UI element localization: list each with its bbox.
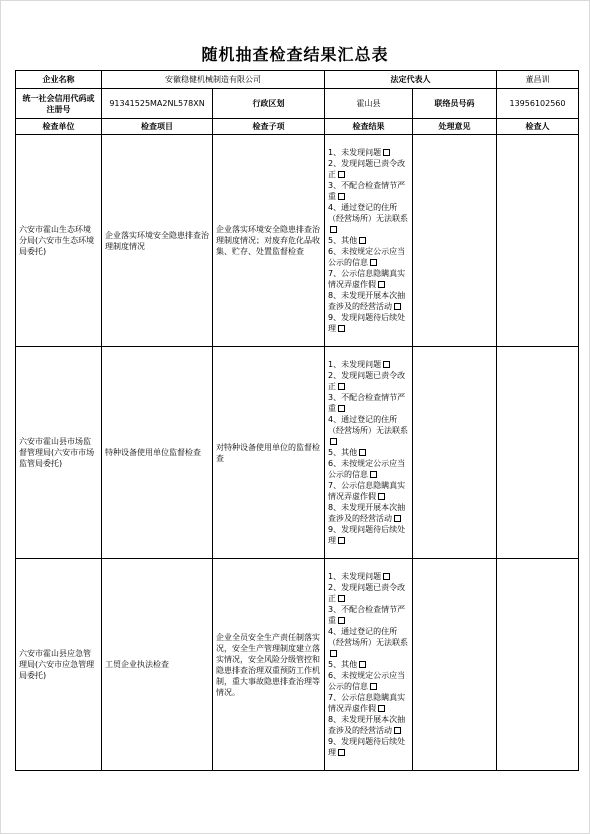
result-option: 1、未发现问题 [328, 359, 409, 370]
table-row [16, 347, 579, 559]
column-header-row [16, 119, 579, 135]
checkbox[interactable] [338, 537, 345, 544]
subitem-cell: 对特种设备使用单位的监督检查 [213, 347, 325, 559]
checkbox[interactable] [338, 405, 345, 412]
legal-rep-label: 法定代表人 [325, 71, 497, 89]
inspector-cell[interactable] [497, 559, 579, 771]
contact-value: 13956102560 [497, 89, 579, 119]
result-option: 3、不配合检查情节严重 [328, 393, 406, 413]
checkbox[interactable] [359, 449, 366, 456]
company-value: 安徽稳健机械制造有限公司 [102, 71, 325, 89]
result-option: 7、公示信息隐瞒真实情况弄虚作假 [328, 693, 406, 713]
checkbox[interactable] [330, 438, 337, 445]
result-option: 4、通过登记的住所（经营场所）无法联系 [328, 414, 409, 447]
subitem-cell: 企业落实环境安全隐患排查治理制度情况；对废弃危化品收集、贮存、处置监督检查 [213, 135, 325, 347]
checkbox[interactable] [338, 383, 345, 390]
summary-table [15, 70, 579, 771]
contact-label: 联络员号码 [413, 89, 497, 119]
opinion-cell[interactable] [413, 347, 497, 559]
result-option: 7、公示信息隐瞒真实情况弄虚作假 [328, 481, 406, 501]
result-cell [325, 347, 413, 559]
result-option: 6、未按规定公示应当公示的信息 [328, 671, 406, 691]
checkbox[interactable] [359, 661, 366, 668]
col-opinion: 处理意见 [413, 119, 497, 135]
unit-cell: 六安市霍山生态环境分局(六安市生态环境局委托) [16, 135, 102, 347]
result-option: 5、其他 [328, 235, 409, 246]
result-cell [325, 135, 413, 347]
district-label: 行政区划 [213, 89, 325, 119]
checkbox[interactable] [383, 573, 390, 580]
result-option: 5、其他 [328, 447, 409, 458]
result-option: 3、不配合检查情节严重 [328, 181, 406, 201]
result-option: 9、发现问题待后续处理 [328, 313, 406, 333]
result-option: 7、公示信息隐瞒真实情况弄虚作假 [328, 269, 406, 289]
page-title: 随机抽查检查结果汇总表 [201, 45, 389, 64]
company-label: 企业名称 [16, 71, 102, 89]
item-cell: 特种设备使用单位监督检查 [102, 347, 213, 559]
result-option: 1、未发现问题 [328, 571, 409, 582]
result-option: 8、未发现开展本次抽查涉及的经营活动 [328, 715, 406, 735]
checkbox[interactable] [338, 193, 345, 200]
checkbox[interactable] [394, 727, 401, 734]
checkbox[interactable] [383, 149, 390, 156]
company-row [16, 71, 579, 89]
col-item: 检查项目 [102, 119, 213, 135]
checkbox[interactable] [378, 705, 385, 712]
result-option: 2、发现问题已责令改正 [328, 371, 406, 391]
checkbox[interactable] [338, 171, 345, 178]
checkbox[interactable] [338, 325, 345, 332]
opinion-cell[interactable] [413, 135, 497, 347]
result-option: 2、发现问题已责令改正 [328, 159, 406, 179]
result-option: 8、未发现开展本次抽查涉及的经营活动 [328, 503, 406, 523]
checkbox[interactable] [378, 493, 385, 500]
result-option: 1、未发现问题 [328, 147, 409, 158]
result-option: 2、发现问题已责令改正 [328, 583, 406, 603]
district-value: 霍山县 [325, 89, 413, 119]
unit-cell: 六安市霍山县市场监督管理局(六安市市场监管局委托) [16, 347, 102, 559]
opinion-cell[interactable] [413, 559, 497, 771]
col-unit: 检查单位 [16, 119, 102, 135]
col-subitem: 检查子项 [213, 119, 325, 135]
checkbox[interactable] [338, 617, 345, 624]
table-row [16, 135, 579, 347]
checkbox[interactable] [330, 650, 337, 657]
checkbox[interactable] [394, 515, 401, 522]
result-option: 9、发现问题待后续处理 [328, 525, 406, 545]
credit-code-label: 统一社会信用代码或注册号 [16, 89, 102, 119]
checkbox[interactable] [338, 595, 345, 602]
col-result: 检查结果 [325, 119, 413, 135]
checkbox[interactable] [330, 226, 337, 233]
credit-code-value: 91341525MA2NL578XN [102, 89, 213, 119]
item-cell: 工贸企业执法检查 [102, 559, 213, 771]
checkbox[interactable] [383, 361, 390, 368]
checkbox[interactable] [370, 471, 377, 478]
checkbox[interactable] [370, 259, 377, 266]
legal-rep-value: 董昌训 [497, 71, 579, 89]
result-option: 4、通过登记的住所（经营场所）无法联系 [328, 626, 409, 659]
unit-cell: 六安市霍山县应急管理局(六安市应急管理局委托) [16, 559, 102, 771]
credit-row [16, 89, 579, 119]
subitem-cell: 企业全员安全生产责任制落实况，安全生产管理制度建立落实情况，安全风险分级管控和隐患排查治理双重预防工作机制，重大事故隐患排查治理等情况。 [213, 559, 325, 771]
result-option: 6、未按规定公示应当公示的信息 [328, 459, 406, 479]
checkbox[interactable] [338, 749, 345, 756]
result-option: 4、通过登记的住所（经营场所）无法联系 [328, 202, 409, 235]
result-option: 9、发现问题待后续处理 [328, 737, 406, 757]
checkbox[interactable] [359, 237, 366, 244]
inspector-cell[interactable] [497, 347, 579, 559]
result-option: 5、其他 [328, 659, 409, 670]
result-cell [325, 559, 413, 771]
result-option: 8、未发现开展本次抽查涉及的经营活动 [328, 291, 406, 311]
item-cell: 企业落实环境安全隐患排查治理制度情况 [102, 135, 213, 347]
checkbox[interactable] [370, 683, 377, 690]
inspector-cell[interactable] [497, 135, 579, 347]
col-inspector: 检查人 [497, 119, 579, 135]
result-option: 6、未按规定公示应当公示的信息 [328, 247, 406, 267]
table-row [16, 559, 579, 771]
checkbox[interactable] [394, 303, 401, 310]
result-option: 3、不配合检查情节严重 [328, 605, 406, 625]
checkbox[interactable] [378, 281, 385, 288]
